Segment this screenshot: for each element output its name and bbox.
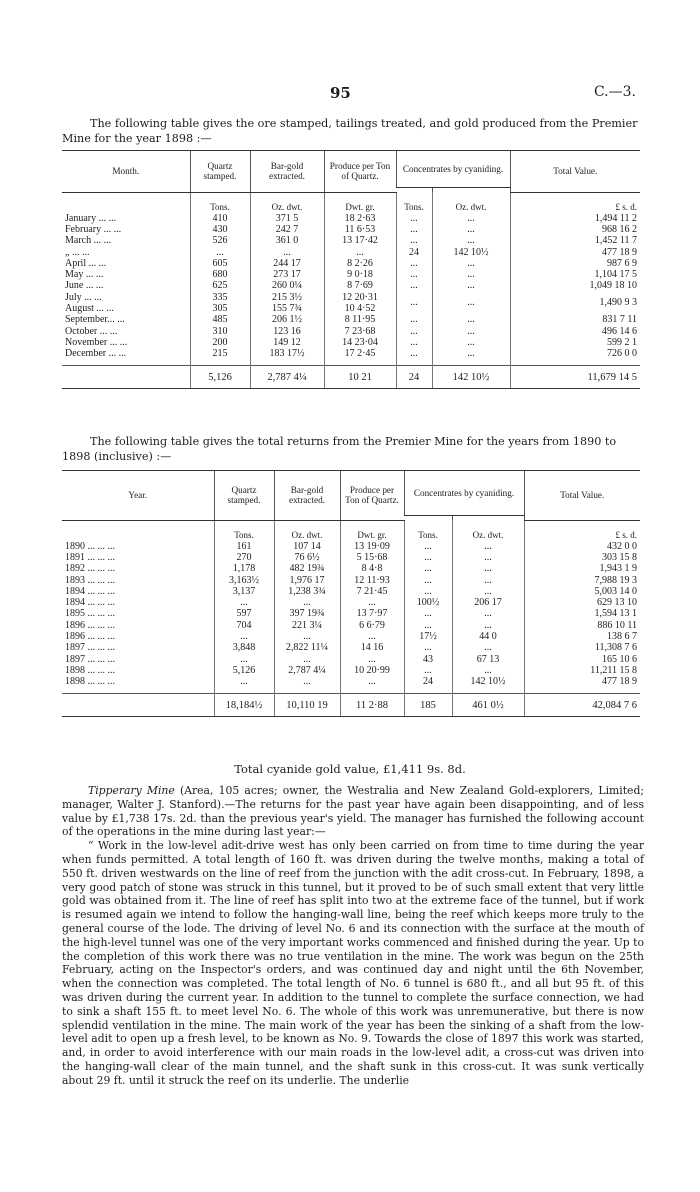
table-cell: ... bbox=[274, 631, 340, 642]
table-row bbox=[62, 337, 640, 348]
table-cell: ... bbox=[396, 348, 432, 359]
table-cell: ... bbox=[396, 280, 432, 291]
table-cell: ... bbox=[340, 631, 404, 642]
table-cell: ... bbox=[340, 653, 404, 664]
table-cell: 17 2·45 bbox=[324, 348, 396, 359]
table-row bbox=[62, 597, 640, 608]
unit-label: Tons. bbox=[404, 527, 452, 541]
table-cell: 305 bbox=[190, 303, 250, 314]
row-label: 1897 ... ... ... bbox=[65, 653, 115, 665]
row-label: August ... ... bbox=[65, 303, 114, 315]
table-cell: ... bbox=[250, 246, 324, 257]
table-row bbox=[62, 642, 640, 653]
row-label: November ... ... bbox=[65, 336, 128, 348]
table-cell: 410 bbox=[190, 213, 250, 224]
table-cell: ... bbox=[214, 597, 274, 608]
total-cell: 24 bbox=[396, 366, 432, 389]
mine-name: Tipperary Mine bbox=[88, 784, 175, 797]
table-cell: 43 bbox=[404, 653, 452, 664]
table-cell: ... bbox=[452, 642, 524, 653]
row-label: „ ... ... bbox=[65, 246, 90, 258]
table-cell: 18 2·63 bbox=[324, 213, 396, 224]
tipperary-intro: (Area, 105 acres; owner, the Westralia and New Zealand Gold-explorers, Limited; manager, Walter J. Stanford).—The returns for the past year have again been disappointing, and of less value by £1,738 17s. 2d. than the previous year's yield. The manager has furnished the following account of the operations in the mine during last year:— bbox=[62, 784, 645, 839]
table-cell: 215 bbox=[190, 348, 250, 359]
table-cell: 430 bbox=[190, 224, 250, 235]
table-row bbox=[62, 676, 640, 687]
table-cell: ... bbox=[404, 586, 452, 597]
table-cell: 485 bbox=[190, 314, 250, 325]
table-cell: 76 6½ bbox=[274, 552, 340, 563]
table-cell: 605 bbox=[190, 258, 250, 269]
table-row bbox=[62, 258, 640, 269]
table-cell: 149 12 bbox=[250, 337, 324, 348]
table-cell: 3,848 bbox=[214, 642, 274, 653]
table-cell: ... bbox=[452, 541, 524, 552]
table-cell: 8 2·26 bbox=[324, 258, 396, 269]
unit-label: Oz. dwt. bbox=[274, 527, 340, 541]
unit-label: Tons. bbox=[214, 527, 274, 541]
table-row bbox=[62, 620, 640, 631]
table-cell: 165 10 6 bbox=[524, 653, 640, 664]
row-label: 1894 ... ... ... bbox=[65, 585, 115, 597]
table-row bbox=[62, 213, 640, 224]
row-label: 1893 ... ... ... bbox=[65, 574, 115, 586]
table-row bbox=[62, 653, 640, 664]
table-cell: ... bbox=[452, 563, 524, 574]
table-cell: 726 0 0 bbox=[510, 348, 640, 359]
table-cell: ... bbox=[452, 552, 524, 563]
table-cell: 244 17 bbox=[250, 258, 324, 269]
table-cell: 9 0·18 bbox=[324, 269, 396, 280]
col-quartz-2: Quartz stamped. bbox=[214, 471, 274, 521]
table-cell: 8 7·69 bbox=[324, 280, 396, 291]
table-cell: 13 19·09 bbox=[340, 541, 404, 552]
table-cell: 273 17 bbox=[250, 269, 324, 280]
table-cell: 155 7¾ bbox=[250, 303, 324, 314]
table-row bbox=[62, 665, 640, 676]
table-cell: 8 11·95 bbox=[324, 314, 396, 325]
col-concentrates: Concentrates by cyaniding. bbox=[396, 151, 510, 188]
total-cell: 11,679 14 5 bbox=[510, 366, 640, 389]
table-cell: 221 3¼ bbox=[274, 620, 340, 631]
table-cell: ... bbox=[274, 653, 340, 664]
table-cell: 477 18 9 bbox=[510, 246, 640, 257]
table-cell: ... bbox=[404, 642, 452, 653]
table-cell: 625 bbox=[190, 280, 250, 291]
total-cell: 11 2·88 bbox=[340, 694, 404, 717]
table-cell: 242 7 bbox=[250, 224, 324, 235]
table-row bbox=[62, 325, 640, 336]
unit-label: Oz. dwt. bbox=[250, 199, 324, 213]
row-label: June ... ... bbox=[65, 280, 104, 292]
total-cell bbox=[62, 366, 190, 389]
col-produce-2: Produce per Ton of Quartz. bbox=[340, 471, 404, 521]
col-value: Total Value. bbox=[510, 151, 640, 193]
unit-label: Oz. dwt. bbox=[452, 527, 524, 541]
total-cell: 18,184½ bbox=[214, 694, 274, 717]
unit-label: Tons. bbox=[396, 199, 432, 213]
unit-label: Dwt. gr. bbox=[340, 527, 404, 541]
monthly-returns-table bbox=[62, 150, 640, 389]
units-row bbox=[62, 527, 640, 541]
total-cell: 5,126 bbox=[190, 366, 250, 389]
row-label: July ... ... bbox=[65, 291, 102, 303]
table-cell: ... bbox=[404, 563, 452, 574]
table-cell: 13 7·97 bbox=[340, 608, 404, 619]
table-cell: 7 23·68 bbox=[324, 325, 396, 336]
row-label: 1891 ... ... ... bbox=[65, 551, 115, 563]
table-cell: 183 17½ bbox=[250, 348, 324, 359]
table-cell: ... bbox=[432, 280, 510, 291]
table-cell: 1,943 1 9 bbox=[524, 563, 640, 574]
table-cell: 161 bbox=[214, 541, 274, 552]
table-cell: 200 bbox=[190, 337, 250, 348]
table-cell: 1,238 3¾ bbox=[274, 586, 340, 597]
table-cell: ... bbox=[396, 258, 432, 269]
table-cell: 1,452 11 7 bbox=[510, 235, 640, 246]
table-row bbox=[62, 563, 640, 574]
table-cell: 432 0 0 bbox=[524, 541, 640, 552]
table-cell: 5,003 14 0 bbox=[524, 586, 640, 597]
unit-label: Dwt. gr. bbox=[324, 199, 396, 213]
table-cell: 270 bbox=[214, 552, 274, 563]
table-cell: ... bbox=[452, 620, 524, 631]
table-cell: 361 0 bbox=[250, 235, 324, 246]
unit-label: Tons. bbox=[190, 199, 250, 213]
cyanide-total-caption: Total cyanide gold value, £1,411 9s. 8d. bbox=[234, 762, 466, 776]
table-cell: ... bbox=[396, 337, 432, 348]
table-cell: ... bbox=[396, 224, 432, 235]
col-value-2: Total Value. bbox=[524, 471, 640, 521]
row-label: 1890 ... ... ... bbox=[65, 540, 115, 552]
row-label: 1898 ... ... ... bbox=[65, 676, 115, 688]
col-bargold-2: Bar-gold extracted. bbox=[274, 471, 340, 521]
tipperary-report bbox=[62, 784, 644, 1088]
col-month: Month. bbox=[62, 151, 190, 193]
row-label: March ... ... bbox=[65, 235, 112, 247]
row-label: 1895 ... ... ... bbox=[65, 608, 115, 620]
total-cell: 10 21 bbox=[324, 366, 396, 389]
table-cell: 206 1½ bbox=[250, 314, 324, 325]
table-cell: ... bbox=[396, 213, 432, 224]
table-cell: 260 0¼ bbox=[250, 280, 324, 291]
table-cell: 11 6·53 bbox=[324, 224, 396, 235]
table-cell: ... bbox=[404, 620, 452, 631]
table-cell: 397 19¾ bbox=[274, 608, 340, 619]
total-cell: 10,110 19 bbox=[274, 694, 340, 717]
table-row bbox=[62, 608, 640, 619]
table-cell: 67 13 bbox=[452, 653, 524, 664]
table-cell: 14 23·04 bbox=[324, 337, 396, 348]
total-row bbox=[62, 366, 640, 389]
row-label: 1898 ... ... ... bbox=[65, 664, 115, 676]
table-cell: 477 18 9 bbox=[524, 676, 640, 687]
table-cell: 1,178 bbox=[214, 563, 274, 574]
document-code: C.—3. bbox=[593, 84, 636, 100]
table-cell: 44 0 bbox=[452, 631, 524, 642]
table-cell: 100½ bbox=[404, 597, 452, 608]
table-row bbox=[62, 292, 640, 303]
units-row bbox=[62, 199, 640, 213]
table-cell: 629 13 10 bbox=[524, 597, 640, 608]
table-cell: 1,104 17 5 bbox=[510, 269, 640, 280]
table-cell: 12 20·31 bbox=[324, 292, 396, 303]
row-label: February ... ... bbox=[65, 223, 122, 235]
table-cell: ... bbox=[432, 325, 510, 336]
total-cell: 2,787 4¼ bbox=[250, 366, 324, 389]
col-year: Year. bbox=[62, 471, 214, 521]
total-cell: 461 0½ bbox=[452, 694, 524, 717]
total-cell: 185 bbox=[404, 694, 452, 717]
table-cell: 3,163½ bbox=[214, 574, 274, 585]
table-cell: ... bbox=[396, 292, 432, 315]
table-cell: ... bbox=[274, 676, 340, 687]
table-row bbox=[62, 631, 640, 642]
table-cell: 17½ bbox=[404, 631, 452, 642]
tipperary-paragraph bbox=[62, 784, 644, 839]
table-cell: 371 5 bbox=[250, 213, 324, 224]
total-cell: 142 10½ bbox=[432, 366, 510, 389]
col-quartz: Quartz stamped. bbox=[190, 151, 250, 193]
table-row bbox=[62, 574, 640, 585]
table-cell: 5 15·68 bbox=[340, 552, 404, 563]
table1-intro: The following table gives the ore stamped, tailings treated, and gold produced from the Premier Mine for the year 1898 :— bbox=[62, 117, 638, 145]
table-cell: 482 19¾ bbox=[274, 563, 340, 574]
row-label: 1897 ... ... ... bbox=[65, 642, 115, 654]
table-cell: ... bbox=[214, 676, 274, 687]
table-cell: 12 11·93 bbox=[340, 574, 404, 585]
manager-account: “ Work in the low-level adit-drive west has only been carried on from time to time during the year when funds permitted. A total length of 160 ft. was driven during the twelve months, making a total of 550 ft. driven westwards on the line of reef from the junction with the adit cross-cut. In February, 1898, a very good patch of stone was struck in this tunnel, but it proved to be of such small extent that very little gold was obtained from it. The line of reef has split into two at the extreme face of the tunnel, but if work is resumed again we intend to follow the hanging-wall line, being the reef which keeps more truly to the general course of the lode. The driving of level No. 6 and its connection with the surface at the mouth of the high-level tunnel was one of the very important works commenced and finished during the year. Up to the completion of this work there was no true ventilation in the mine. The work was begun on the 25th February, acting on the Inspector's orders, and was continued day and night until the 6th November, when the connection was completed. The total length of No. 6 tunnel is 680 ft., and all but 95 ft. of this was driven during the current year. In addition to the tunnel to complete the surface connection, we had to sink a shaft 155 ft. to meet level No. 6. The whole of this work was unremunerative, but there is now splendid ventilation in the mine. The main work of the year has been the sinking of a shaft from the low-level adit to open up a fresh level, to be known as No. 9. Towards the close of 1897 this work was started, and, in order to avoid interference with our main roads in the low-level adit, a cross-cut was driven into the hanging-wall clear of the main tunnel, and the shaft sunk in this cross-cut. It was sunk vertically about 29 ft. until it struck the reef on its underlie. The underlie bbox=[62, 839, 644, 1087]
table-row bbox=[62, 246, 640, 257]
table-cell: ... bbox=[396, 269, 432, 280]
table-cell: 1,594 13 1 bbox=[524, 608, 640, 619]
table-cell: 11,308 7 6 bbox=[524, 642, 640, 653]
table-cell: 987 6 9 bbox=[510, 258, 640, 269]
table-row bbox=[62, 541, 640, 552]
table-cell: 831 7 11 bbox=[510, 314, 640, 325]
table-cell: 335 bbox=[190, 292, 250, 303]
table-cell: 24 bbox=[404, 676, 452, 687]
table-cell: ... bbox=[396, 325, 432, 336]
table-cell: ... bbox=[432, 213, 510, 224]
table-cell: 107 14 bbox=[274, 541, 340, 552]
table-cell: 7 21·45 bbox=[340, 586, 404, 597]
table-cell: 24 bbox=[396, 246, 432, 257]
row-label: 1892 ... ... ... bbox=[65, 563, 115, 575]
row-label: 1896 ... ... ... bbox=[65, 619, 115, 631]
table-row bbox=[62, 224, 640, 235]
table-cell: 14 16 bbox=[340, 642, 404, 653]
total-row bbox=[62, 694, 640, 717]
row-label: December ... ... bbox=[65, 348, 127, 360]
table-cell: ... bbox=[452, 665, 524, 676]
row-label: January ... ... bbox=[65, 212, 117, 224]
row-label: May ... ... bbox=[65, 269, 104, 281]
table-cell: ... bbox=[432, 337, 510, 348]
table-cell: 142 10½ bbox=[432, 246, 510, 257]
table-cell: ... bbox=[432, 258, 510, 269]
table-cell: ... bbox=[452, 586, 524, 597]
table-cell: ... bbox=[404, 608, 452, 619]
table-cell: 597 bbox=[214, 608, 274, 619]
table-cell: 215 3½ bbox=[250, 292, 324, 303]
table-cell: ... bbox=[432, 235, 510, 246]
table-row bbox=[62, 586, 640, 597]
row-label: September... ... bbox=[65, 314, 125, 326]
total-cell: 42,084 7 6 bbox=[524, 694, 640, 717]
table-cell: 123 16 bbox=[250, 325, 324, 336]
table-cell: 2,822 11¼ bbox=[274, 642, 340, 653]
table-cell: ... bbox=[396, 314, 432, 325]
unit-label: £ s. d. bbox=[524, 527, 640, 541]
table-cell: ... bbox=[452, 608, 524, 619]
table-cell: 5,126 bbox=[214, 665, 274, 676]
table-cell: 1,494 11 2 bbox=[510, 213, 640, 224]
row-label: April ... ... bbox=[65, 257, 107, 269]
table-cell: ... bbox=[340, 597, 404, 608]
table-cell: 11,211 15 8 bbox=[524, 665, 640, 676]
col-bargold: Bar-gold extracted. bbox=[250, 151, 324, 193]
table-cell: ... bbox=[432, 314, 510, 325]
table-cell: 1,976 17 bbox=[274, 574, 340, 585]
table-cell: ... bbox=[404, 552, 452, 563]
table-cell: 1,049 18 10 bbox=[510, 280, 640, 291]
table-cell: 6 6·79 bbox=[340, 620, 404, 631]
table-cell: 680 bbox=[190, 269, 250, 280]
table-cell: ... bbox=[396, 235, 432, 246]
table-cell: ... bbox=[404, 541, 452, 552]
table-cell: ... bbox=[214, 631, 274, 642]
table-row bbox=[62, 269, 640, 280]
unit-label: £ s. d. bbox=[510, 199, 640, 213]
table-row bbox=[62, 314, 640, 325]
table-cell: ... bbox=[452, 574, 524, 585]
table-cell: 206 17 bbox=[452, 597, 524, 608]
table-cell: 7,988 19 3 bbox=[524, 574, 640, 585]
table-cell: 10 20·99 bbox=[340, 665, 404, 676]
yearly-returns-table bbox=[62, 470, 640, 717]
table-row bbox=[62, 552, 640, 563]
table-cell: 2,787 4¼ bbox=[274, 665, 340, 676]
table-cell: 599 2 1 bbox=[510, 337, 640, 348]
table-cell: ... bbox=[340, 676, 404, 687]
table-row bbox=[62, 348, 640, 359]
table-cell: 704 bbox=[214, 620, 274, 631]
table-cell: 3,137 bbox=[214, 586, 274, 597]
table-cell: 1,490 9 3 bbox=[510, 292, 640, 315]
table-row bbox=[62, 235, 640, 246]
table-cell: ... bbox=[432, 224, 510, 235]
table-cell: 310 bbox=[190, 325, 250, 336]
page-header bbox=[0, 84, 700, 104]
col-concentrates-2: Concentrates by cyaniding. bbox=[404, 471, 524, 516]
table-cell: ... bbox=[324, 246, 396, 257]
table-cell: 886 10 11 bbox=[524, 620, 640, 631]
row-label: 1896 ... ... ... bbox=[65, 631, 115, 643]
page-number: 95 bbox=[330, 84, 351, 102]
table-cell: ... bbox=[214, 653, 274, 664]
table-cell: ... bbox=[404, 574, 452, 585]
table-cell: 10 4·52 bbox=[324, 303, 396, 314]
total-cell bbox=[62, 694, 214, 717]
table-cell: ... bbox=[432, 292, 510, 315]
row-label: 1894 ... ... ... bbox=[65, 597, 115, 609]
table-cell: ... bbox=[404, 665, 452, 676]
row-label: October ... ... bbox=[65, 325, 118, 337]
table2-intro: The following table gives the total returns from the Premier Mine for the years from 1890 to 1898 (inclusive) :— bbox=[62, 435, 617, 463]
table-cell: ... bbox=[432, 348, 510, 359]
table-cell: ... bbox=[274, 597, 340, 608]
unit-label: Oz. dwt. bbox=[432, 199, 510, 213]
table-cell: 303 15 8 bbox=[524, 552, 640, 563]
table-cell: 968 16 2 bbox=[510, 224, 640, 235]
table-cell: 496 14 6 bbox=[510, 325, 640, 336]
table-cell: ... bbox=[190, 246, 250, 257]
col-produce: Produce per Ton of Quartz. bbox=[324, 151, 396, 193]
table-cell: 142 10½ bbox=[452, 676, 524, 687]
table-cell: 526 bbox=[190, 235, 250, 246]
table-row bbox=[62, 280, 640, 291]
table-cell: 138 6 7 bbox=[524, 631, 640, 642]
table-cell: ... bbox=[432, 269, 510, 280]
table-cell: 13 17·42 bbox=[324, 235, 396, 246]
table-cell: 8 4·8 bbox=[340, 563, 404, 574]
